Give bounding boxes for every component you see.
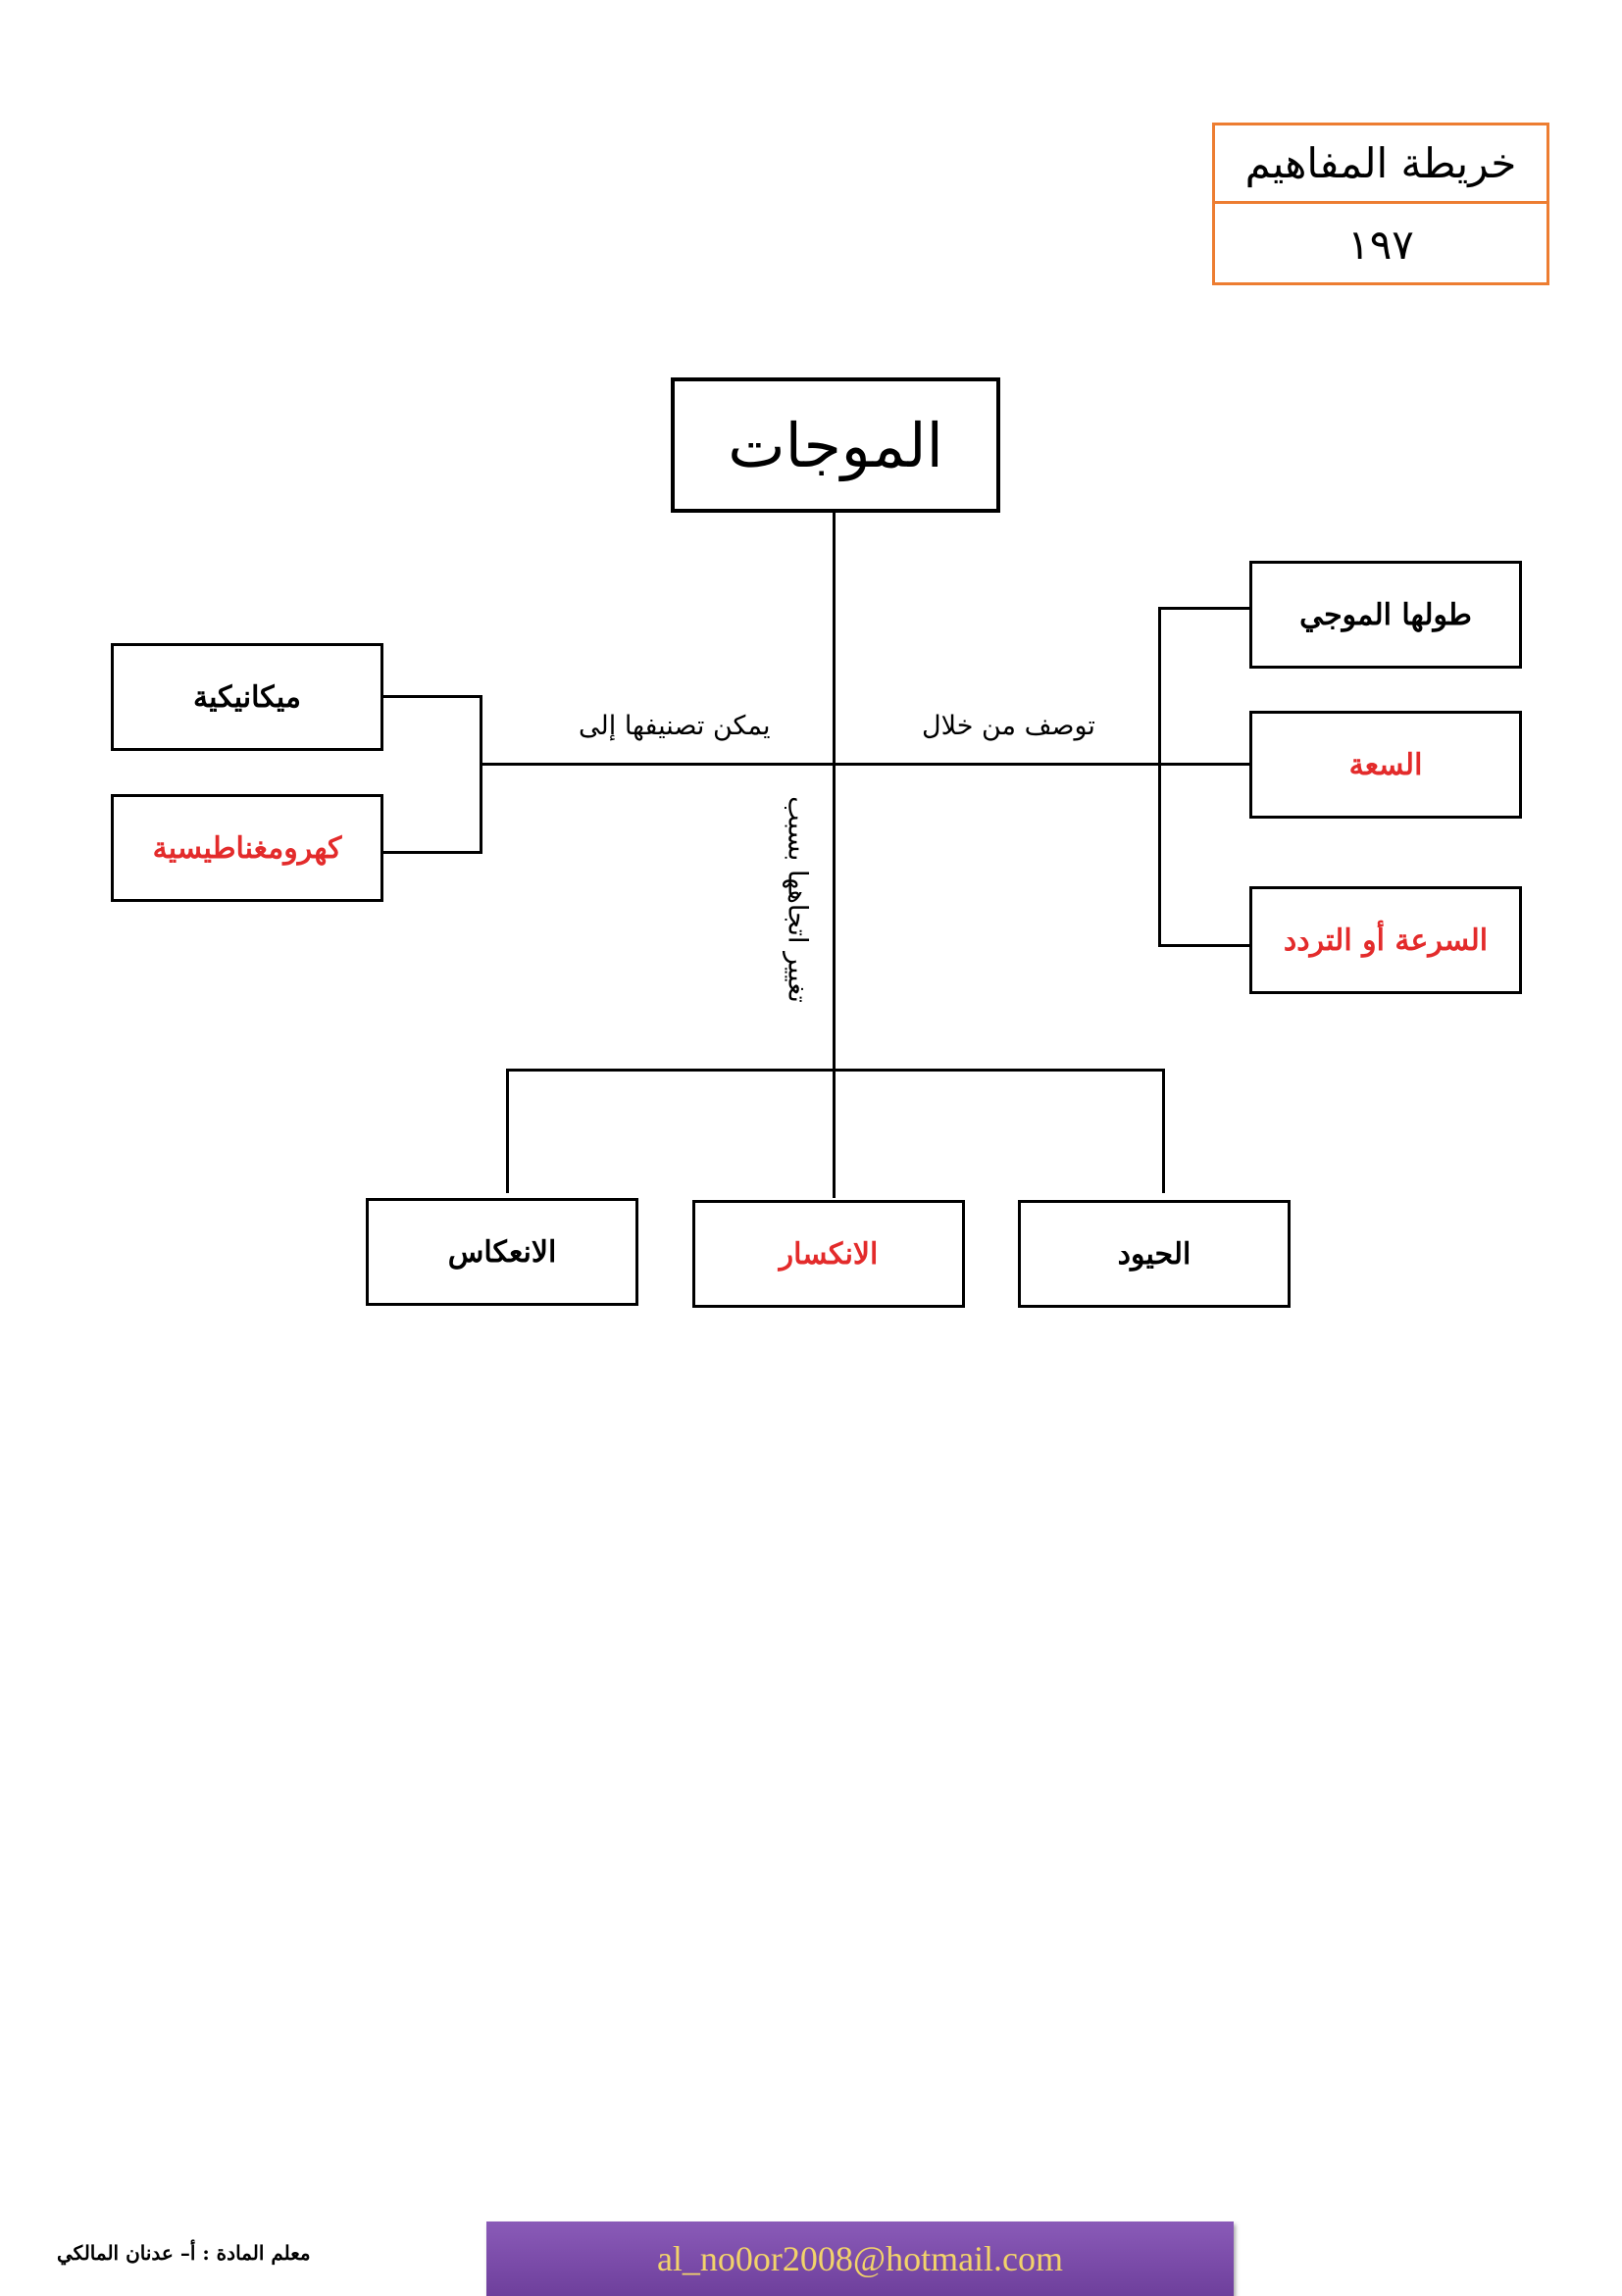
page-number: ١٩٧ — [1347, 221, 1414, 269]
link-label-right: توصف من خلال — [922, 711, 1095, 741]
node-electromagnetic: كهرومغناطيسية — [111, 794, 383, 902]
node-speed-frequency: السرعة أو التردد — [1249, 886, 1522, 994]
map-title: خريطة المفاهيم — [1215, 125, 1546, 204]
connector-root-down — [833, 512, 836, 1198]
node-diffraction: الحيود — [1018, 1200, 1291, 1308]
node-reflection: الانعكاس — [366, 1198, 638, 1306]
teacher-credit: معلم المادة : أ– عدنان المالكي — [57, 2241, 311, 2265]
node-amplitude: السعة — [1249, 711, 1522, 819]
link-label-down: تغيير اتجاهها بسبب — [782, 796, 813, 1003]
connector-left-bottom — [382, 851, 482, 854]
connector-bottom-right — [1162, 1069, 1165, 1193]
connector-right-bottom — [1158, 944, 1251, 947]
connector-left-vertical — [480, 695, 482, 854]
connector-right-vertical — [1158, 607, 1161, 947]
connector-bottom-horizontal — [506, 1069, 1165, 1072]
email-banner — [486, 2221, 1234, 2296]
root-node: الموجات — [671, 377, 1000, 513]
link-label-left: يمكن تصنيفها إلى — [579, 711, 771, 741]
connector-left-top — [382, 695, 482, 698]
connector-right-top — [1158, 607, 1251, 610]
connector-right-middle — [1158, 763, 1251, 766]
connector-bottom-left — [506, 1069, 509, 1193]
email-text: al_no0or2008@hotmail.com — [656, 2239, 1064, 2278]
connector-horizontal-main — [481, 763, 1255, 766]
title-box — [1212, 123, 1549, 285]
node-wavelength: طولها الموجي — [1249, 561, 1522, 669]
node-refraction: الانكسار — [692, 1200, 965, 1308]
node-mechanical: ميكانيكية — [111, 643, 383, 751]
